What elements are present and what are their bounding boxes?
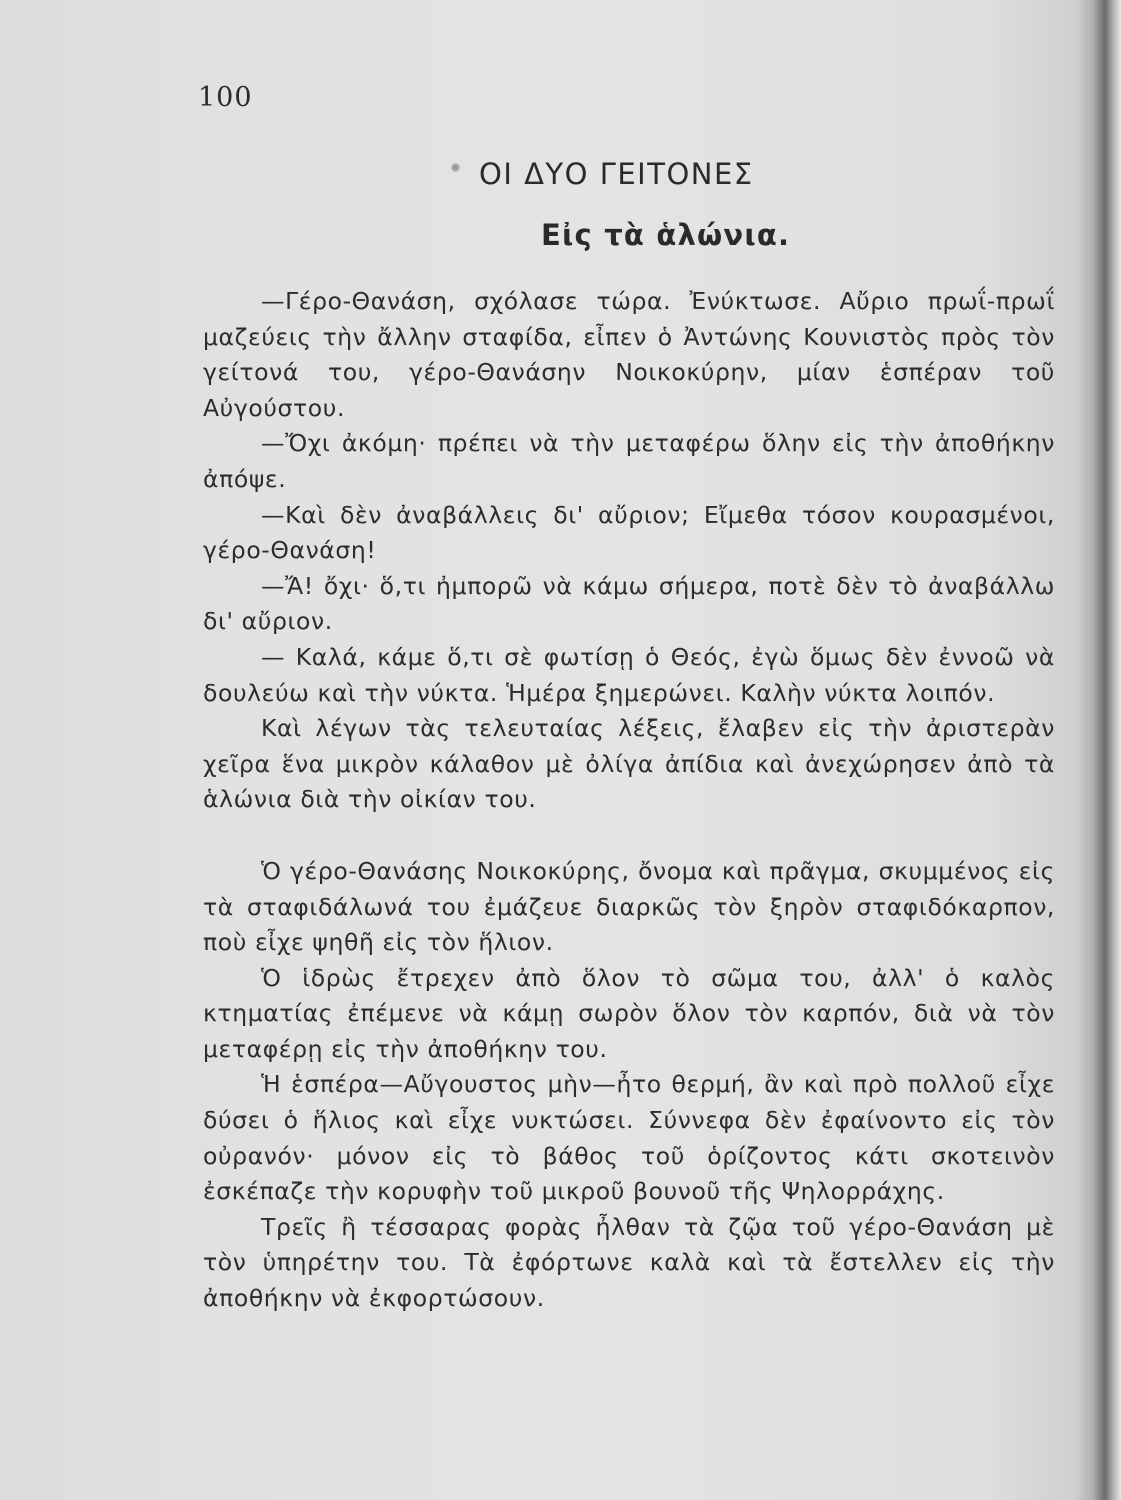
ink-speck [451, 163, 460, 172]
paragraph-10: Τρεῖς ἢ τέσσαρας φορὰς ἦλθαν τὰ ζῷα τοῦ γέρο-Θανάση μὲ τὸν ὑπηρέτην του. Τὰ ἐφόρτωνε καλὰ καὶ τὰ ἔστελλεν εἰς τὴν ἀποθήκην νὰ ἐκφορτώσουν. [203, 1212, 1055, 1313]
paragraph-3: —Καὶ δὲν ἀναβάλλεις δι' αὔριον; Εἴμεθα τόσον κουρασμένοι, γέρο-Θανάση! [203, 500, 1055, 565]
page-number: 100 [198, 82, 253, 113]
paragraph-9: Ἡ ἑσπέρα—Αὔγουστος μὴν—ἦτο θερμή, ἂν καὶ πρὸ πολλοῦ εἶχε δύσει ὁ ἥλιος καὶ εἶχε νυκτώσει. Σύννεφα δὲν ἐφαίνοντο εἰς τὸν οὐρανόν· μόνον εἰς τὸ βάθος τοῦ ὁρίζοντος κάτι σκοτεινὸν ἐσκέπαζε τὴν κορυφὴν τοῦ μικροῦ βουνοῦ τῆς Ψηλορράχης. [203, 1070, 1055, 1206]
paragraph-6: Καὶ λέγων τὰς τελευταίας λέξεις, ἔλαβεν εἰς τὴν ἀριστερὰν χεῖρα ἕνα μικρὸν κάλαθον μὲ ὀλίγα ἀπίδια καὶ ἀνεχώρησεν ἀπὸ τὰ ἁλώνια διὰ τὴν οἰκίαν του. [203, 714, 1055, 814]
chapter-title: ΟΙ ΔΥΟ ΓΕΙΤΟΝΕΣ [479, 157, 754, 191]
spine-shadow [1093, 0, 1121, 1500]
paragraph-7: Ὁ γέρο-Θανάσης Νοικοκύρης, ὄνομα καὶ πρᾶγμα, σκυμμένος εἰς τὰ σταφιδάλωνά του ἐμάζευε διαρκῶς τὸν ξηρὸν σταφιδόκαρπον, ποὺ εἶχε ψηθῆ εἰς τὸν ἥλιον. [203, 856, 1055, 957]
body-text [203, 284, 1055, 1317]
section-subtitle: Εἰς τὰ ἁλώνια. [541, 218, 791, 252]
paragraph-2: —Ὄχι ἀκόμη· πρέπει νὰ τὴν μεταφέρω ὅλην εἰς τὴν ἀποθήκην ἀπόψε. [203, 429, 1055, 493]
paragraph-8: Ὁ ἱδρὼς ἔτρεχεν ἀπὸ ὅλον τὸ σῶμα του, ἀλλ' ὁ καλὸς κτηματίας ἐπέμενε νὰ κάμῃ σωρὸν ὅλον τὸν καρπόν, διὰ νὰ τὸν μεταφέρῃ εἰς τὴν ἀποθήκην του. [203, 963, 1055, 1063]
paragraph-4: —Ἄ! ὄχι· ὅ,τι ἠμπορῶ νὰ κάμω σήμερα, ποτὲ δὲν τὸ ἀναβάλλω δι' αὔριον. [203, 571, 1055, 636]
paragraph-5: — Καλά, κάμε ὅ,τι σὲ φωτίσῃ ὁ Θεός, ἐγὼ ὅμως δὲν ἐννοῶ νὰ δουλεύω καὶ τὴν νύκτα. Ἡμέρα ξημερώνει. Καλὴν νύκτα λοιπόν. [203, 642, 1055, 707]
section-break [203, 818, 1055, 854]
paragraph-1: —Γέρο-Θανάση, σχόλασε τώρα. Ἐνύκτωσε. Αὔριο πρωΐ-πρωΐ μαζεύεις τὴν ἄλλην σταφίδα, εἶπεν ὁ Ἀντώνης Κουνιστὸς πρὸς τὸν γείτονά του, γέρο-Θανάσην Νοικοκύρην, μίαν ἑσπέραν τοῦ Αὐγούστου. [203, 287, 1055, 422]
